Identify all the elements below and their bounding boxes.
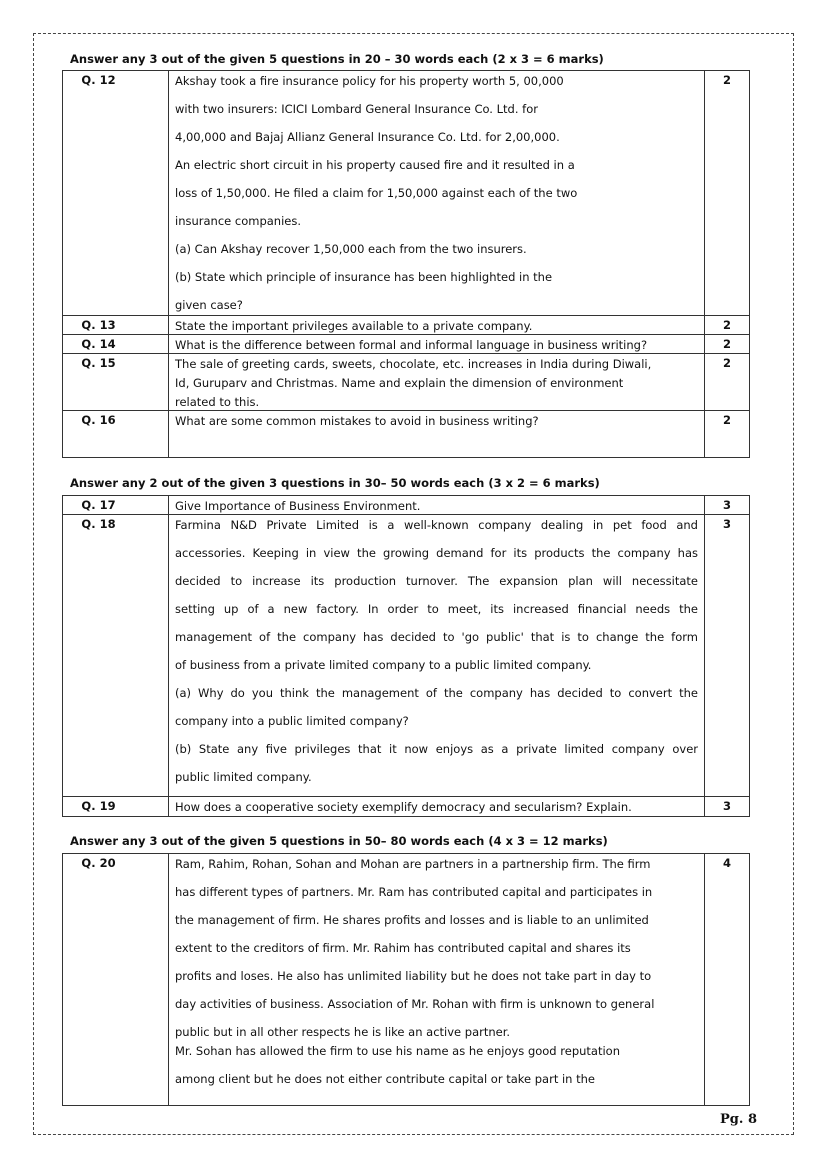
question-line: Id, Guruparv and Christmas. Name and explain the dimension of environment	[175, 376, 624, 390]
question-line: public limited company.	[175, 770, 312, 784]
question-line: The sale of greeting cards, sweets, chocolate, etc. increases in India during Diwali,	[175, 357, 652, 371]
question-text	[169, 354, 705, 411]
page-number: Pg. 8	[720, 1112, 757, 1127]
question-line: loss of 1,50,000. He filed a claim for 1,50,000 against each of the two	[175, 186, 578, 200]
question-number: Q. 16	[63, 411, 169, 458]
question-text	[169, 316, 705, 335]
question-line: Akshay took a fire insurance policy for his property worth 5, 00,000	[175, 74, 564, 88]
question-line: An electric short circuit in his property caused fire and it resulted in a	[175, 158, 575, 172]
question-line: related to this.	[175, 395, 260, 409]
question-line: 4,00,000 and Bajaj Allianz General Insurance Co. Ltd. for 2,00,000.	[175, 130, 560, 144]
question-text	[169, 71, 705, 316]
question-line: insurance companies.	[175, 214, 301, 228]
question-text	[169, 854, 705, 1106]
question-line: company into a public limited company?	[175, 714, 409, 728]
question-line: (a) Can Akshay recover 1,50,000 each from the two insurers.	[175, 242, 527, 256]
question-line: among client but he does not either contribute capital or take part in the	[175, 1072, 596, 1086]
question-marks: 3	[705, 496, 750, 515]
question-line: with two insurers: ICICI Lombard General Insurance Co. Ltd. for	[175, 102, 538, 116]
table-row	[63, 797, 750, 817]
question-number: Q. 12	[63, 71, 169, 316]
question-line: What is the difference between formal and informal language in business writing?	[175, 338, 648, 352]
question-marks: 3	[705, 797, 750, 817]
question-text	[169, 411, 705, 458]
question-line: day activities of business. Association of Mr. Rohan with firm is unknown to general	[175, 997, 655, 1011]
question-line: the management of firm. He shares profits and losses and is liable to an unlimited	[175, 913, 649, 927]
question-line: has different types of partners. Mr. Ram has contributed capital and participates in	[175, 885, 653, 899]
section-1-heading: Answer any 3 out of the given 5 questions in 20 – 30 words each (2 x 3 = 6 marks)	[70, 52, 604, 66]
question-marks: 2	[705, 71, 750, 316]
section-2-heading: Answer any 2 out of the given 3 questions in 30– 50 words each (3 x 2 = 6 marks)	[70, 476, 600, 490]
question-number: Q. 14	[63, 335, 169, 354]
table-row	[63, 854, 750, 1106]
question-number: Q. 17	[63, 496, 169, 515]
question-line: Ram, Rahim, Rohan, Sohan and Mohan are partners in a partnership firm. The firm	[175, 857, 651, 871]
question-line: extent to the creditors of firm. Mr. Rahim has contributed capital and shares its	[175, 941, 631, 955]
section-3-table	[62, 853, 750, 1106]
question-text	[169, 496, 705, 515]
question-marks: 2	[705, 335, 750, 354]
table-row	[63, 411, 750, 458]
section-2-table	[62, 495, 750, 817]
question-line: How does a cooperative society exemplify democracy and secularism? Explain.	[175, 800, 632, 814]
question-marks: 3	[705, 515, 750, 797]
question-line: given case?	[175, 298, 243, 312]
question-line: (b) State which principle of insurance has been highlighted in the	[175, 270, 553, 284]
question-line: profits and loses. He also has unlimited liability but he does not take part in day to	[175, 969, 652, 983]
question-line: decided to increase its production turnover. The expansion plan will necessitate	[175, 574, 698, 588]
question-line: (b) State any five privileges that it now enjoys as a private limited company over	[175, 742, 698, 756]
question-number: Q. 13	[63, 316, 169, 335]
question-line: of business from a private limited company to a public limited company.	[175, 658, 592, 672]
question-line: setting up of a new factory. In order to meet, its increased financial needs the	[175, 602, 698, 616]
question-marks: 4	[705, 854, 750, 1106]
question-line: What are some common mistakes to avoid in business writing?	[175, 414, 539, 428]
question-text	[169, 335, 705, 354]
question-line: Mr. Sohan has allowed the firm to use his name as he enjoys good reputation	[175, 1044, 620, 1058]
table-row	[63, 316, 750, 335]
table-row	[63, 335, 750, 354]
question-text	[169, 797, 705, 817]
question-line: Give Importance of Business Environment.	[175, 499, 421, 513]
question-line: public but in all other respects he is like an active partner.	[175, 1025, 511, 1039]
table-row	[63, 496, 750, 515]
table-row	[63, 354, 750, 411]
table-row	[63, 71, 750, 316]
question-number: Q. 19	[63, 797, 169, 817]
question-line: management of the company has decided to 'go public' that is to change the form	[175, 630, 698, 644]
question-number: Q. 15	[63, 354, 169, 411]
question-number: Q. 20	[63, 854, 169, 1106]
section-3-heading: Answer any 3 out of the given 5 questions in 50– 80 words each (4 x 3 = 12 marks)	[70, 834, 608, 848]
section-1-table	[62, 70, 750, 458]
question-marks: 2	[705, 354, 750, 411]
question-line: (a) Why do you think the management of the company has decided to convert the	[175, 686, 698, 700]
question-marks: 2	[705, 316, 750, 335]
question-line: Farmina N&D Private Limited is a well-known company dealing in pet food and	[175, 518, 698, 532]
question-marks: 2	[705, 411, 750, 458]
table-row	[63, 515, 750, 797]
question-line: accessories. Keeping in view the growing demand for its products the company has	[175, 546, 698, 560]
question-line: State the important privileges available to a private company.	[175, 319, 533, 333]
question-text	[169, 515, 705, 797]
question-number: Q. 18	[63, 515, 169, 797]
